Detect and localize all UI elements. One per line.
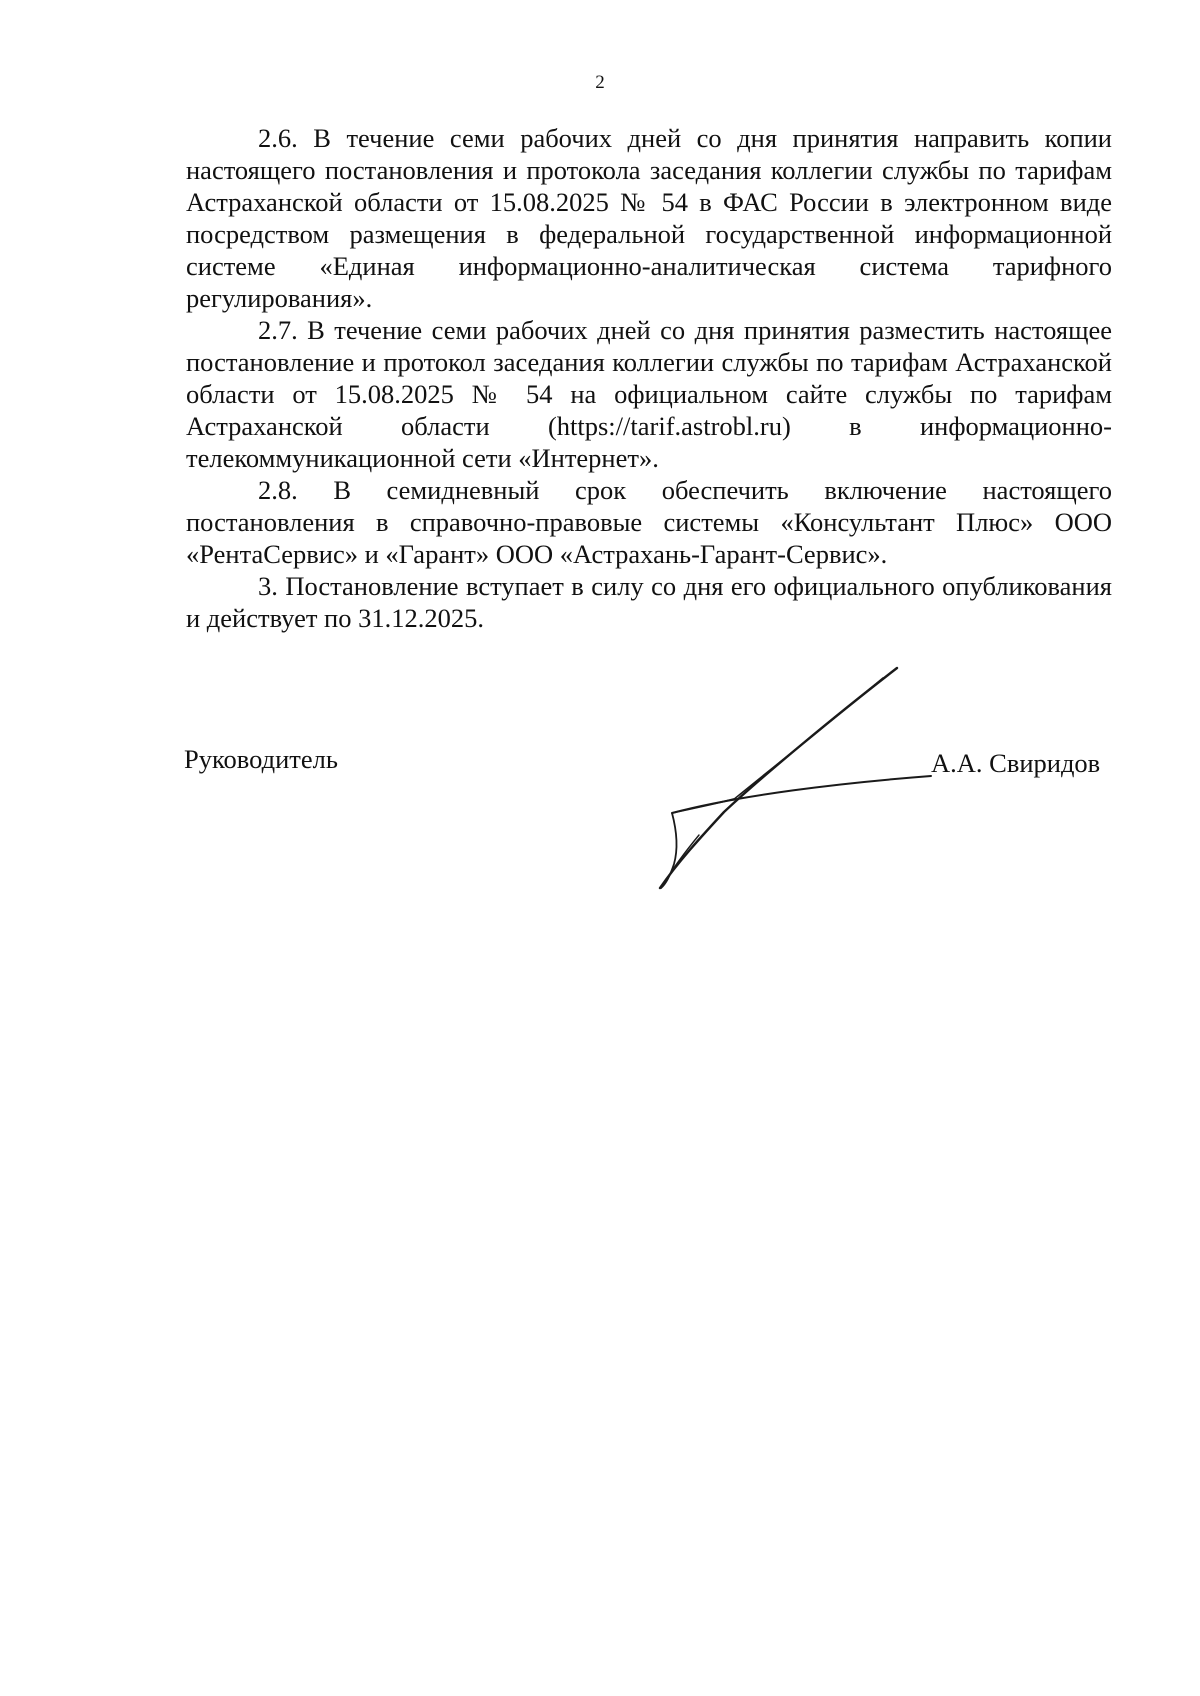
paragraph-3: 3. Постановление вступает в силу со дня его официального опубликования и действует по 31.12.2025. [186,571,1112,633]
signer-name: А.А. Свиридов [931,748,1101,778]
signer-position: Руководитель [184,744,338,774]
paragraph-2-7: 2.7. В течение семи рабочих дней со дня принятия разместить настоящее постановление и протокол заседания коллегии службы по тарифам Астраханской области от 15.08.2025 № 54 на официальном сайте службы по тарифам Астраханской области (https://tarif.astrobl.ru) в информационно-телекоммуникационной сети «Интернет». [186,315,1112,473]
page-number: 2 [595,72,605,93]
paragraph-2-6: 2.6. В течение семи рабочих дней со дня принятия направить копии настоящего постановления и протокола заседания коллегии службы по тарифам Астраханской области от 15.08.2025 № 54 в ФАС России в электронном виде посредством размещения в федеральной государственной информационной системе «Единая информационно-аналитическая система тарифного регулирования». [186,123,1112,313]
paragraph-2-8: 2.8. В семидневный срок обеспечить включение настоящего постановления в справочно-правовые системы «Консультант Плюс» ООО «РентаСервис» и «Гарант» ООО «Астрахань-Гарант-Сервис». [186,475,1112,569]
